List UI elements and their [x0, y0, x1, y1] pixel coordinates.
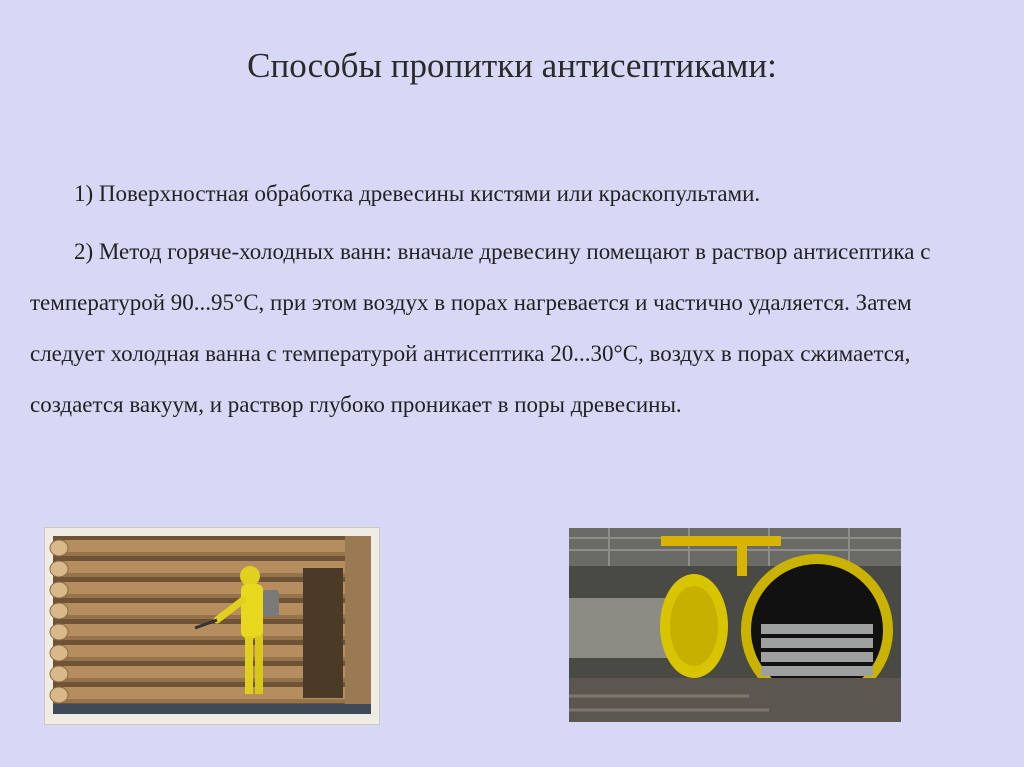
worker-spraying-log-wall-photo — [44, 527, 380, 725]
paragraph-surface-treatment: 1) Поверхностная обработка древесины кистями или краскопультами. — [74, 181, 761, 206]
autoclave-impregnation-chamber-photo — [569, 528, 901, 722]
autoclave-illustration — [569, 528, 901, 722]
worker-spraying-log-wall-illustration — [45, 528, 379, 724]
slide-body — [30, 168, 980, 430]
slide-title: Способы пропитки антисептиками: — [247, 46, 777, 85]
paragraph-hot-cold-bath: 2) Метод горяче-холодных ванн: вначале древесину помещают в раствор антисептика с температурой 90...95°С, при этом воздух в порах нагревается и частично удаляется. Затем следует холодная ванна с температурой антисептика 20...30°С, воздух в порах сжимается, создается вакуум, и раствор глубоко проникает в поры древесины. — [30, 239, 931, 417]
